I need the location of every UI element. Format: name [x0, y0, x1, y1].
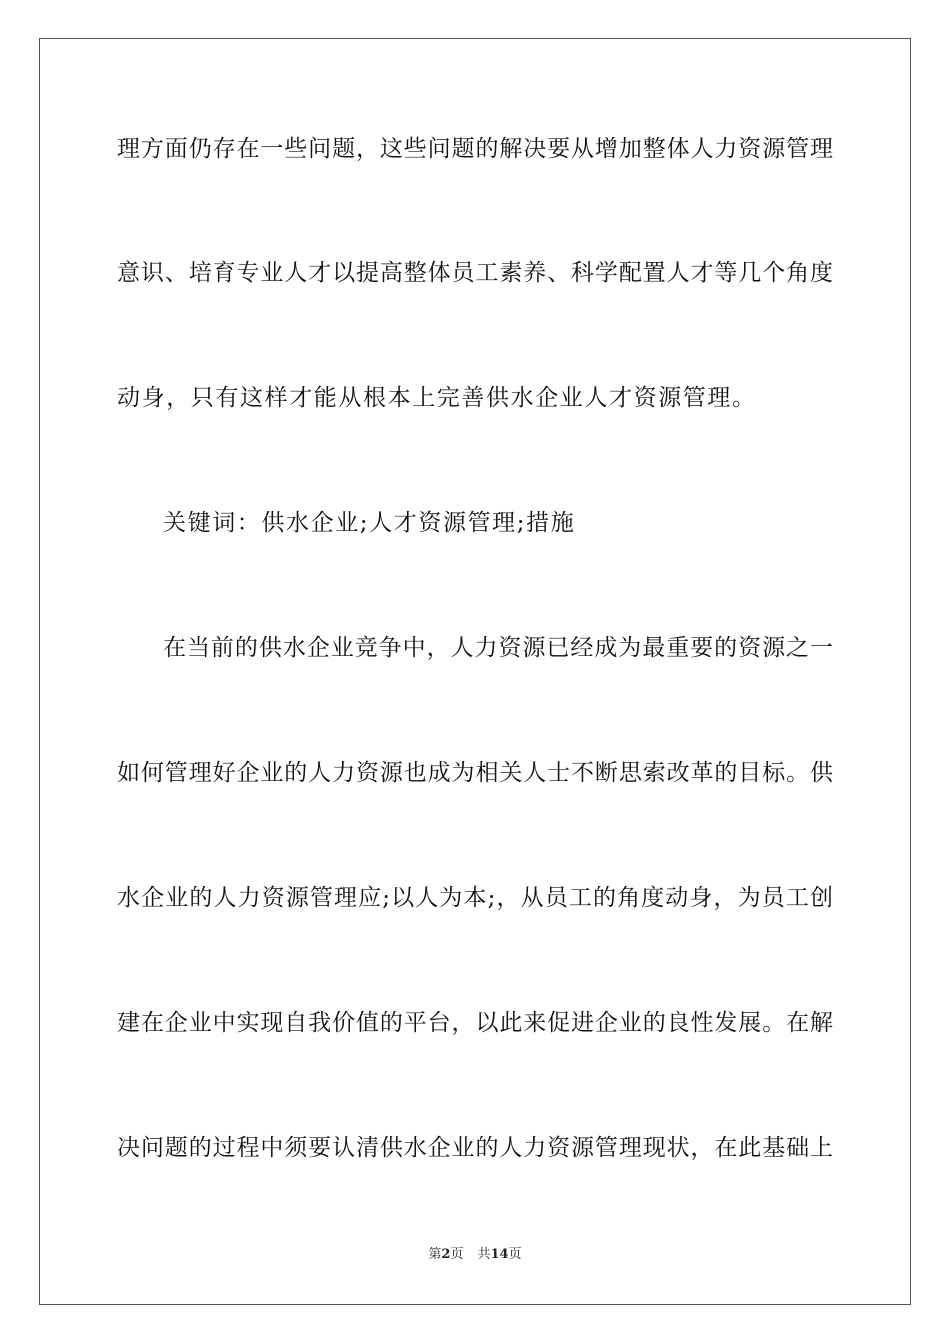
body-line-7: 水企业的人力资源管理应;以人为本;，从员工的角度动身，为员工创 — [117, 885, 833, 911]
page-prefix: 第 — [428, 1247, 442, 1262]
page-footer — [0, 1246, 950, 1264]
body-line-8: 建在企业中实现自我价值的平台，以此来促进企业的良性发展。在解 — [117, 1010, 833, 1036]
keywords-line: 关键词：供水企业;人才资源管理;措施 — [163, 510, 576, 536]
body-line-2: 意识、培育专业人才以提高整体员工素养、科学配置人才等几个角度 — [117, 260, 833, 286]
total-page-number: 14 — [490, 1247, 509, 1262]
current-page-number: 2 — [441, 1247, 451, 1262]
page-frame — [39, 38, 911, 1305]
body-line-5: 在当前的供水企业竞争中，人力资源已经成为最重要的资源之一 — [163, 635, 833, 661]
body-line-3: 动身，只有这样才能从根本上完善供水企业人才资源管理。 — [117, 385, 757, 411]
page-unit: 页 — [450, 1247, 464, 1262]
body-line-6: 如何管理好企业的人力资源也成为相关人士不断思索改革的目标。供 — [117, 760, 833, 786]
total-prefix: 共 — [477, 1247, 491, 1262]
total-unit: 页 — [508, 1247, 522, 1262]
body-line-9: 决问题的过程中须要认清供水企业的人力资源管理现状，在此基础上 — [117, 1135, 833, 1161]
body-line-1: 理方面仍存在一些问题，这些问题的解决要从增加整体人力资源管理 — [117, 136, 833, 162]
